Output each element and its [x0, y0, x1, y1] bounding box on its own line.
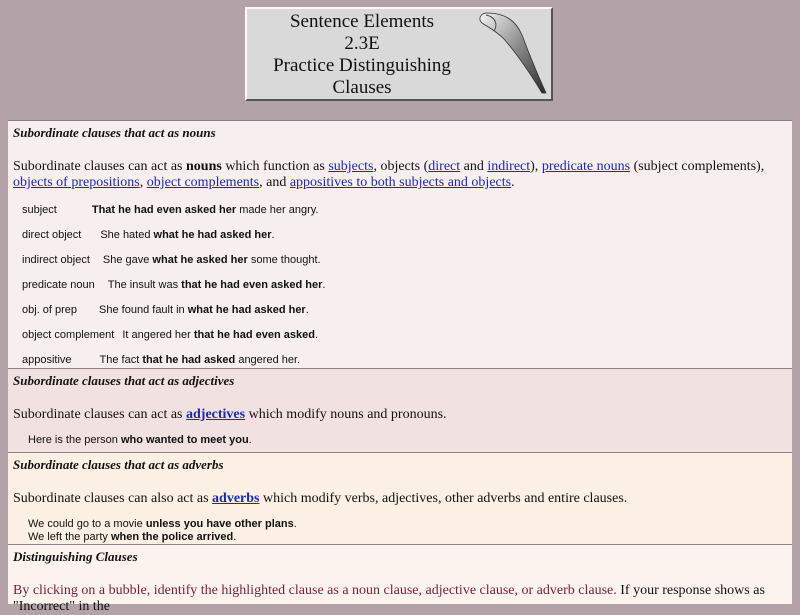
clause-bold: That he had even asked her	[91, 204, 237, 216]
text-span: and	[460, 159, 488, 174]
example-label: object complement	[22, 329, 115, 341]
link-objects-of-prepositions[interactable]: objects of prepositions	[13, 175, 140, 190]
text-span: some thought.	[247, 254, 321, 266]
text-span: .	[293, 518, 297, 530]
text-span: She gave	[102, 254, 153, 266]
example-sentence	[90, 254, 321, 266]
text-span: .	[511, 175, 515, 190]
adverbs-section	[8, 452, 792, 544]
list-item	[13, 278, 787, 303]
adverb-example-1	[28, 518, 787, 531]
clause-bold: what he had asked her	[187, 304, 306, 316]
text-span: If your response shows as "Incorrect" in the	[13, 583, 765, 614]
nouns-section	[8, 120, 792, 368]
link-object-complements[interactable]: object complements	[146, 175, 260, 190]
example-sentence	[114, 329, 318, 341]
text-span: The fact	[99, 354, 143, 366]
text-span: Subordinate clauses can also act as	[13, 491, 213, 506]
text-span: , objects (	[373, 159, 429, 174]
title-line-4: Clauses	[332, 77, 392, 98]
example-sentence	[81, 229, 274, 241]
noun-examples-list	[13, 203, 787, 378]
clause-bold: that he had even asked her	[181, 279, 323, 291]
example-sentence	[72, 354, 301, 366]
text-span: It angered her	[122, 329, 194, 341]
text-span: We could go to a movie	[28, 518, 146, 530]
example-sentence	[77, 304, 309, 316]
link-subjects[interactable]: subjects	[328, 159, 374, 174]
list-item	[13, 203, 787, 228]
text-span: ,	[139, 175, 147, 190]
text-span: We left the party	[28, 531, 111, 543]
nouns-heading: Subordinate clauses that act as nouns	[13, 125, 216, 140]
example-label: predicate noun	[22, 279, 95, 291]
text-span: By clicking on a bubble, identify the highlighted clause as a noun clause, adjective clause, or adverb clause.	[13, 583, 617, 598]
example-label: appositive	[22, 354, 72, 366]
clause-bold: who wanted to meet you	[120, 434, 249, 446]
link-adverbs[interactable]: adverbs	[212, 491, 260, 506]
adjectives-section	[8, 368, 792, 452]
text-span: angered her.	[235, 354, 301, 366]
text-span: The insult was	[107, 279, 182, 291]
adjectives-intro	[13, 407, 787, 423]
example-label: subject	[22, 204, 57, 216]
clause-bold: when the police arrived	[110, 531, 234, 543]
distinguishing-heading: Distinguishing Clauses	[13, 549, 138, 564]
link-appositives[interactable]: appositives to both subjects and objects	[289, 175, 512, 190]
text-span: Here is the person	[28, 434, 121, 446]
text-span: .	[305, 304, 309, 316]
title-line-3: Practice Distinguishing	[273, 55, 451, 76]
text-span: She found fault in	[99, 304, 188, 316]
text-span: which function as	[221, 159, 329, 174]
list-item	[13, 253, 787, 278]
title-box	[245, 7, 553, 101]
link-direct[interactable]: direct	[428, 159, 461, 174]
adverbs-intro	[13, 491, 787, 507]
text-span: (subject complements),	[630, 159, 765, 174]
list-item	[13, 228, 787, 253]
clause-bold: that he had even asked	[193, 329, 315, 341]
example-label: direct object	[22, 229, 82, 241]
clause-bold: what he had asked her	[153, 229, 272, 241]
clause-bold: what he asked her	[152, 254, 248, 266]
link-adjectives[interactable]: adjectives	[186, 407, 246, 422]
text-span: which modify nouns and pronouns.	[245, 407, 447, 422]
clause-bold: unless you have other plans	[145, 518, 294, 530]
title-line-1: Sentence Elements	[289, 11, 435, 32]
text-span: made her angry.	[236, 204, 319, 216]
text-span: She hated	[100, 229, 154, 241]
distinguishing-instructions	[13, 583, 787, 615]
list-item	[13, 303, 787, 328]
page-title	[247, 11, 477, 99]
list-item	[13, 328, 787, 353]
adjective-example	[28, 434, 787, 447]
title-line-2: 2.3E	[344, 33, 380, 54]
text-span: .	[271, 229, 275, 241]
example-label: obj. of prep	[22, 304, 78, 316]
adjectives-heading: Subordinate clauses that act as adjectives	[13, 373, 235, 388]
text-span: Subordinate clauses can act as	[13, 407, 186, 422]
page-curl-icon	[476, 11, 548, 95]
link-predicate-nouns[interactable]: predicate nouns	[541, 159, 631, 174]
adverbs-heading: Subordinate clauses that act as adverbs	[13, 457, 224, 472]
text-span: .	[233, 531, 237, 543]
adverb-example-2	[28, 531, 787, 544]
example-sentence	[95, 279, 326, 291]
nouns-bold: nouns	[186, 159, 222, 174]
text-span: Subordinate clauses can act as	[13, 159, 186, 174]
example-sentence	[57, 204, 319, 216]
nouns-intro	[13, 159, 787, 191]
link-indirect[interactable]: indirect	[487, 159, 531, 174]
text-span: which modify verbs, adjectives, other adverbs and entire clauses.	[259, 491, 628, 506]
clause-bold: that he had asked	[142, 354, 236, 366]
text-span: .	[322, 279, 326, 291]
text-span: ),	[530, 159, 542, 174]
text-span: , and	[259, 175, 290, 190]
text-span: .	[314, 329, 318, 341]
example-label: indirect object	[22, 254, 90, 266]
distinguishing-section	[8, 544, 792, 614]
text-span: .	[248, 434, 252, 446]
